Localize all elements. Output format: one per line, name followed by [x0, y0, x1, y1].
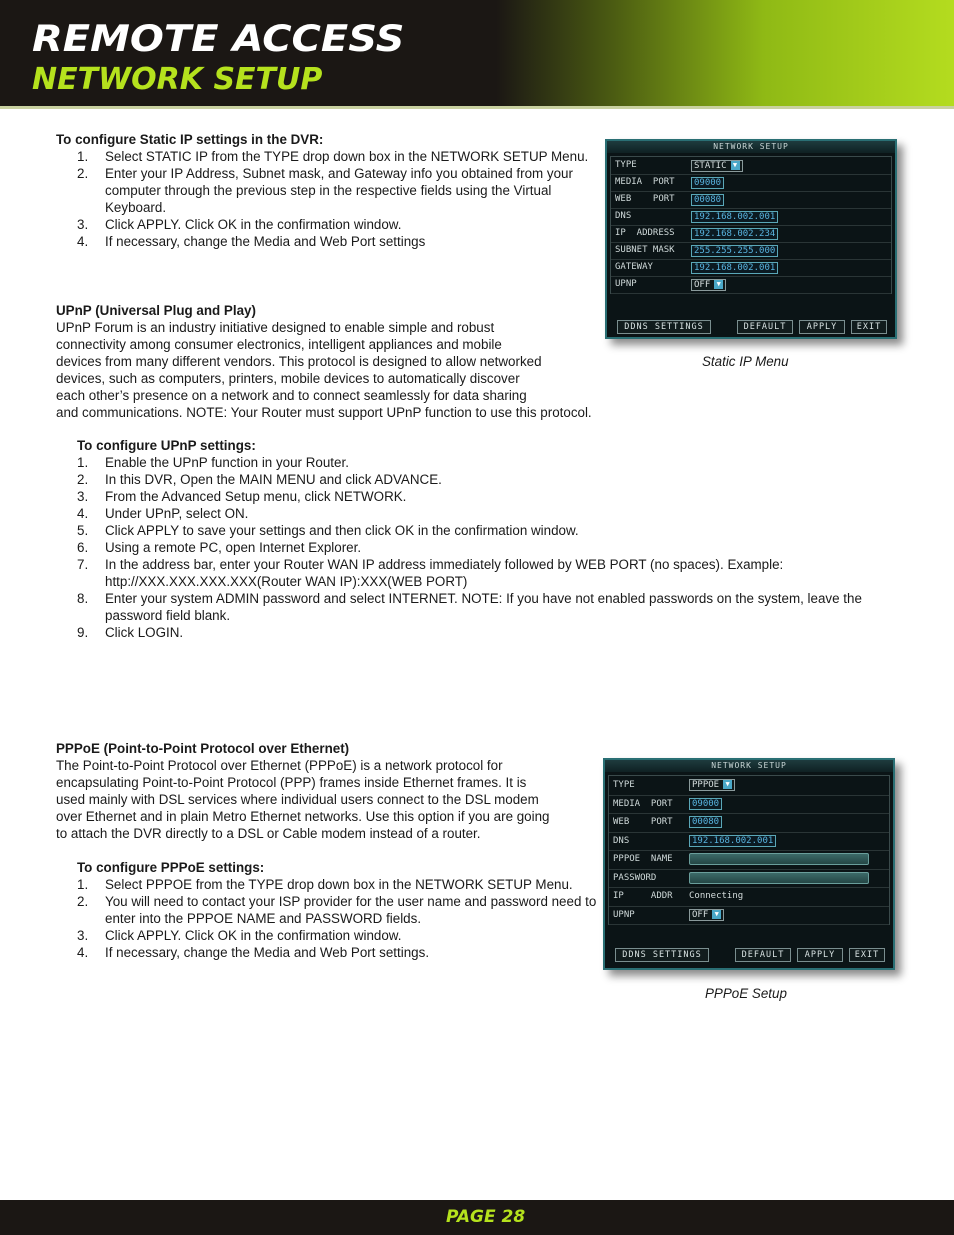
paragraph-line: to attach the DVR directly to a DSL or Cable modem instead of a router. [56, 826, 481, 841]
setting-row [609, 813, 889, 833]
section-title: REMOTE ACCESS [32, 17, 405, 61]
paragraph-line: The Point-to-Point Protocol over Ethernet (PPPoE) is a network protocol for [56, 758, 503, 773]
section-subtitle: NETWORK SETUP [32, 62, 323, 97]
default-button[interactable]: DEFAULT [735, 948, 791, 962]
step-text: From the Advanced Setup menu, click NETWORK. [105, 489, 407, 504]
list-item [56, 539, 906, 556]
setting-label: IP ADDRESS [615, 228, 675, 238]
paragraph-line: used mainly with DSL services where individual users connect to the DSL modem [56, 792, 539, 807]
list-item [56, 488, 906, 505]
list-item [56, 876, 601, 893]
step-number: 3. [77, 928, 89, 943]
list-item [56, 216, 596, 233]
dropdown-value: OFF [692, 909, 709, 920]
paragraph-line: and communications. NOTE: Your Router must support UPnP function to use this protocol. [56, 405, 592, 420]
pppoe-setup-screenshot [603, 758, 895, 970]
dropdown-value: OFF [694, 280, 711, 290]
step-text: Click LOGIN. [105, 625, 184, 640]
step-text: Enter your IP Address, Subnet mask, and Gateway info you obtained from your computer through the previous step in the respective fields using the Virtual Keyboard. [105, 166, 573, 215]
setting-row [611, 208, 891, 226]
page-number: PAGE 28 [446, 1207, 526, 1227]
step-text: Using a remote PC, open Internet Explorer. [105, 540, 362, 555]
chevron-down-icon: ▼ [714, 280, 723, 289]
default-button[interactable]: DEFAULT [737, 320, 793, 334]
step-number: 3. [77, 489, 89, 504]
pppoe-steps [56, 876, 601, 961]
setting-row [609, 906, 889, 926]
setting-row [609, 832, 889, 852]
list-item [56, 471, 906, 488]
step-number: 4. [77, 506, 89, 521]
pppoe-section [56, 740, 601, 961]
setting-label: TYPE [615, 160, 637, 170]
setting-label: WEB PORT [613, 817, 673, 827]
paragraph-line: over Ethernet and in plain Metro Ethernet networks. Use this option if you are going [56, 809, 550, 824]
ddns-settings-button[interactable]: DDNS SETTINGS [617, 320, 711, 334]
pppoe-configure-heading: To configure PPPoE settings: [77, 860, 265, 875]
step-number: 2. [77, 472, 89, 487]
step-text: Select STATIC IP from the TYPE drop down box in the NETWORK SETUP Menu. [105, 149, 589, 164]
pppoe-caption: PPPoE Setup [705, 986, 787, 1001]
dropdown-value: PPPOE [692, 780, 720, 790]
page-header [0, 0, 954, 109]
step-number: 1. [77, 149, 89, 164]
settings-table [608, 775, 890, 925]
setting-dropdown[interactable] [689, 909, 724, 921]
setting-label: DNS [615, 211, 632, 221]
step-number: 5. [77, 523, 89, 538]
list-item [56, 944, 601, 961]
step-number: 2. [77, 894, 89, 909]
setting-input[interactable]: 255.255.255.000 [691, 245, 778, 257]
step-text: Enter your system ADMIN password and select INTERNET. NOTE: If you have not enabled passwords on the system, leave the password field blank. [105, 591, 862, 623]
setting-label: UPNP [615, 279, 637, 289]
list-item [56, 505, 906, 522]
setting-row [611, 191, 891, 209]
list-item [56, 148, 596, 165]
step-number: 7. [77, 557, 89, 572]
setting-input[interactable]: 09000 [691, 177, 724, 189]
setting-row [611, 174, 891, 192]
exit-button[interactable]: EXIT [849, 948, 885, 962]
ddns-settings-button[interactable]: DDNS SETTINGS [615, 948, 709, 962]
setting-dropdown[interactable] [691, 160, 743, 172]
page-footer [0, 1200, 954, 1235]
setting-input[interactable]: 00080 [689, 816, 722, 828]
step-text: In this DVR, Open the MAIN MENU and click ADVANCE. [105, 472, 442, 487]
status-value: Connecting [689, 891, 744, 901]
list-item [56, 927, 601, 944]
step-text: You will need to contact your ISP provider for the user name and password need to enter into the PPPOE NAME and PASSWORD fields. [105, 894, 597, 926]
chevron-down-icon: ▼ [712, 910, 721, 919]
setting-input[interactable]: 192.168.002.001 [691, 262, 778, 274]
setting-row [611, 242, 891, 260]
apply-button[interactable]: APPLY [799, 320, 845, 334]
pppoe-paragraph [56, 757, 601, 842]
upnp-configure [56, 437, 906, 641]
upnp-steps [56, 454, 906, 641]
static-ip-caption: Static IP Menu [702, 354, 789, 369]
static-ip-steps [56, 148, 596, 250]
settings-table [610, 156, 892, 294]
setting-row [609, 887, 889, 907]
setting-row [609, 850, 889, 870]
paragraph-line: encapsulating Point-to-Point Protocol (PPP) frames inside Ethernet frames. It is [56, 775, 527, 790]
static-ip-instructions [56, 131, 596, 250]
setting-row [609, 795, 889, 815]
step-text: In the address bar, enter your Router WAN IP address immediately followed by WEB PORT (no spaces). Example: http://XXX.XXX.XXX.XXX(Router WAN IP):XXX(WEB PORT) [105, 557, 784, 589]
exit-button[interactable]: EXIT [851, 320, 887, 334]
dropdown-value: STATIC [694, 161, 727, 171]
list-item [56, 556, 906, 590]
setting-label: DNS [613, 835, 630, 846]
paragraph-line: devices, such as computers, printers, mobile devices to automatically discover [56, 371, 520, 386]
setting-row [609, 869, 889, 889]
pppoe-heading: PPPoE (Point-to-Point Protocol over Ethernet) [56, 741, 350, 756]
setting-label: GATEWAY [615, 262, 653, 272]
step-number: 8. [77, 591, 89, 606]
paragraph-line: each other’s presence on a network and to connect seamlessly for data sharing [56, 388, 527, 403]
list-item [56, 454, 906, 471]
upnp-section [56, 302, 656, 421]
paragraph-line: connectivity among consumer electronics, intelligent appliances and mobile [56, 337, 502, 352]
upnp-configure-heading: To configure UPnP settings: [77, 438, 256, 453]
step-number: 2. [77, 166, 89, 181]
setting-label: WEB PORT [615, 194, 675, 204]
setting-row [609, 776, 889, 796]
setting-input[interactable]: 00080 [691, 194, 724, 206]
text-field[interactable] [689, 853, 869, 865]
setting-input[interactable]: 192.168.002.234 [691, 228, 778, 240]
setting-label: MEDIA PORT [615, 177, 675, 187]
step-text: Select PPPOE from the TYPE drop down box in the NETWORK SETUP Menu. [105, 877, 573, 892]
step-text: Click APPLY. Click OK in the confirmation window. [105, 217, 402, 232]
step-text: If necessary, change the Media and Web Port settings. [105, 945, 430, 960]
step-number: 4. [77, 945, 89, 960]
setting-label: TYPE [613, 780, 635, 790]
setting-label: PASSWORD [613, 872, 657, 883]
setting-label: UPNP [613, 909, 635, 920]
step-text: Under UPnP, select ON. [105, 506, 249, 521]
step-number: 1. [77, 877, 89, 892]
setting-label: IP ADDR [613, 891, 673, 901]
setting-dropdown[interactable] [689, 779, 735, 791]
paragraph-line: devices from many different vendors. This protocol is designed to allow networked [56, 354, 542, 369]
list-item [56, 233, 596, 250]
list-item [56, 893, 601, 927]
list-item [56, 165, 596, 216]
text-field[interactable] [689, 872, 869, 884]
static-ip-intro: To configure Static IP settings in the DVR: [56, 132, 324, 147]
step-text: Enable the UPnP function in your Router. [105, 455, 349, 470]
upnp-paragraph [56, 319, 656, 421]
step-number: 3. [77, 217, 89, 232]
paragraph-line: UPnP Forum is an industry initiative designed to enable simple and robust [56, 320, 495, 335]
dvr-screen-title: NETWORK SETUP [605, 760, 893, 772]
setting-label: SUBNET MASK [615, 245, 675, 255]
step-number: 6. [77, 540, 89, 555]
chevron-down-icon: ▼ [731, 161, 740, 170]
setting-row [611, 157, 891, 175]
step-number: 9. [77, 625, 89, 640]
setting-input[interactable]: 09000 [689, 798, 722, 810]
step-text: Click APPLY to save your settings and then click OK in the confirmation window. [105, 523, 579, 538]
setting-row [611, 225, 891, 243]
chevron-down-icon: ▼ [723, 780, 732, 789]
step-number: 1. [77, 455, 89, 470]
setting-row [611, 276, 891, 294]
setting-input[interactable]: 192.168.002.001 [689, 835, 776, 847]
step-number: 4. [77, 234, 89, 249]
setting-label: PPPOE NAME [613, 854, 673, 864]
list-item [56, 522, 906, 539]
step-text: If necessary, change the Media and Web Port settings [105, 234, 426, 249]
step-text: Click APPLY. Click OK in the confirmation window. [105, 928, 402, 943]
dvr-screen-title: NETWORK SETUP [607, 141, 895, 153]
apply-button[interactable]: APPLY [797, 948, 843, 962]
upnp-heading: UPnP (Universal Plug and Play) [56, 303, 256, 318]
setting-input[interactable]: 192.168.002.001 [691, 211, 778, 223]
setting-dropdown[interactable] [691, 279, 726, 291]
list-item [56, 590, 906, 624]
setting-row [611, 259, 891, 277]
setting-label: MEDIA PORT [613, 798, 673, 809]
list-item [56, 624, 906, 641]
